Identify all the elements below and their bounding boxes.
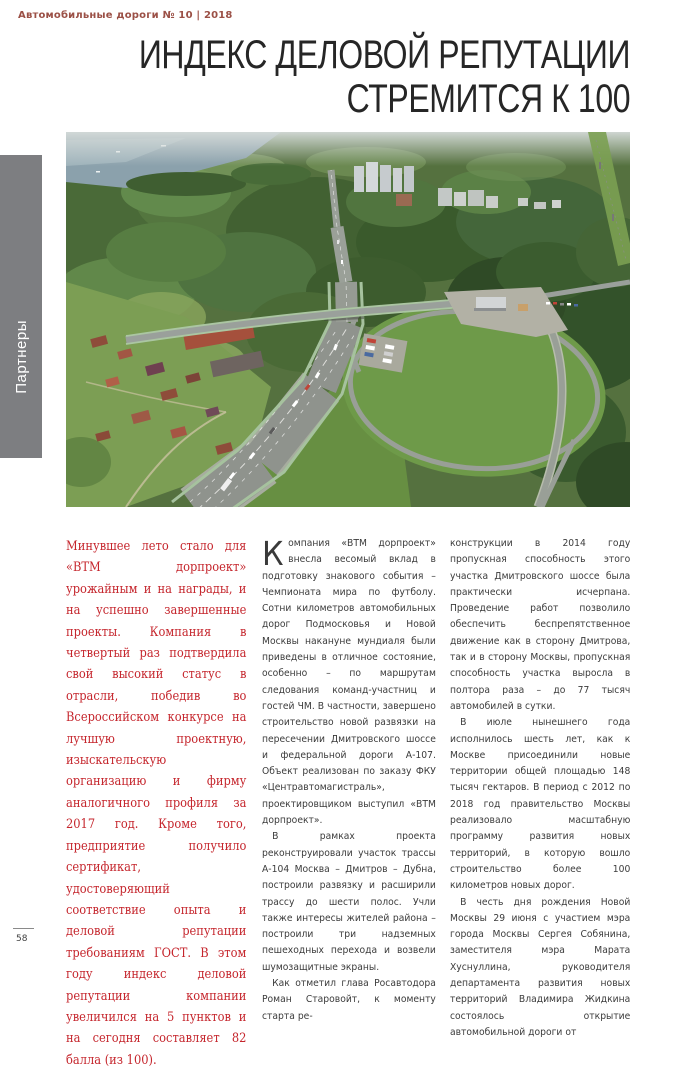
body-column-2 (262, 536, 436, 1025)
body-paragraph (262, 536, 436, 829)
body-paragraph-text: омпания «ВТМ дорпроект» внесла весомый вклад в подготовку знакового события – Чемпионата мира по футболу. Сотни километров автомобильных дорог Подмосковья и Новой Москвы накануне мундиаля были приведены в отличное состояние, особенно – по маршрутам следования команд-участниц и гостей ЧМ. В частности, завершено строительство новой развязки на пересечении Дмитровского шоссе и федеральной дороги А-107. Объект реализован по заказу ФКУ «Центравтомагистраль», проектировщиком выступил «ВТМ дорпроект». (262, 538, 436, 827)
lead-paragraph-column (66, 536, 246, 1071)
footer-rule (13, 928, 34, 929)
body-paragraph: Как отметил глава Росавтодора Роман Старовойт, к моменту старта ре- (262, 978, 436, 1022)
aerial-photo-art (66, 132, 630, 507)
magazine-kicker: Автомобильные дороги № 10 | 2018 (18, 10, 233, 21)
body-column-3 (450, 536, 630, 1041)
body-paragraph: В честь дня рождения Новой Москвы 29 июня с участием мэра города Москвы Сергея Собянина, заместителя мэра Марата Хуснуллина, руководителя департамента развития новых территорий Владимира Жидкина состоялось открытие автомобильной дороги от (450, 896, 631, 1038)
body-paragraph: В июле нынешнего года исполнилось шесть лет, как к Москве присоединили новые территории общей площадью 148 тысяч гектаров. В период с 2012 по 2018 год правительство Москвы реализовало масштабную программу развития новых территорий, в которую вошло строительство более 100 километров новых дорог. (450, 717, 631, 892)
article-title-line1: ИНДЕКС ДЕЛОВОЙ РЕПУТАЦИИ (138, 33, 630, 77)
section-tab (0, 155, 42, 458)
page-number: 58 (16, 934, 28, 944)
article-title (139, 33, 630, 121)
haze (66, 132, 630, 166)
body-paragraph: В рамках проекта реконструировали участок трассы А-104 Москва – Дмитров – Дубна, построили развязку и расширили трассу до шести полос. Учли также интересы жителей района – построили три надземных пешеходных перехода и возвели шумозащитные экраны. (262, 831, 436, 973)
article-title-line2: СТРЕМИТСЯ К 100 (346, 77, 630, 121)
aerial-photo (66, 132, 630, 507)
drop-cap: К (262, 534, 284, 573)
lead-paragraph: Минувшее лето стало для «ВТМ дорпроект» урожайным и на награды, и на успешно завершенные проекты. Компания в четвертый раз подтвердила свой высокий статус в отрасли, победив во Всероссийском конкурсе на лучшую проектную, изыскательскую организацию и фирму аналогичного профиля за 2017 год. Кроме того, предприятие получило сертификат, удостоверяющий соответствие опыта и деловой репутации требованиям ГОСТ. В этом году индекс деловой репутации компании увеличился на 5 пунктов и на сегодня составляет 82 балла (из 100). (66, 539, 247, 1068)
section-tab-label: Партнеры (12, 320, 30, 394)
body-paragraph: конструкции в 2014 году пропускная способность этого участка Дмитровского шоссе была практически исчерпана. Проведение работ позволило обеспечить беспрепятственное движение как в сторону Дмитрова, так и в сторону Москвы, пропускная способность участка выросла в полтора раза – до 77 тысяч автомобилей в сутки. (450, 538, 631, 712)
